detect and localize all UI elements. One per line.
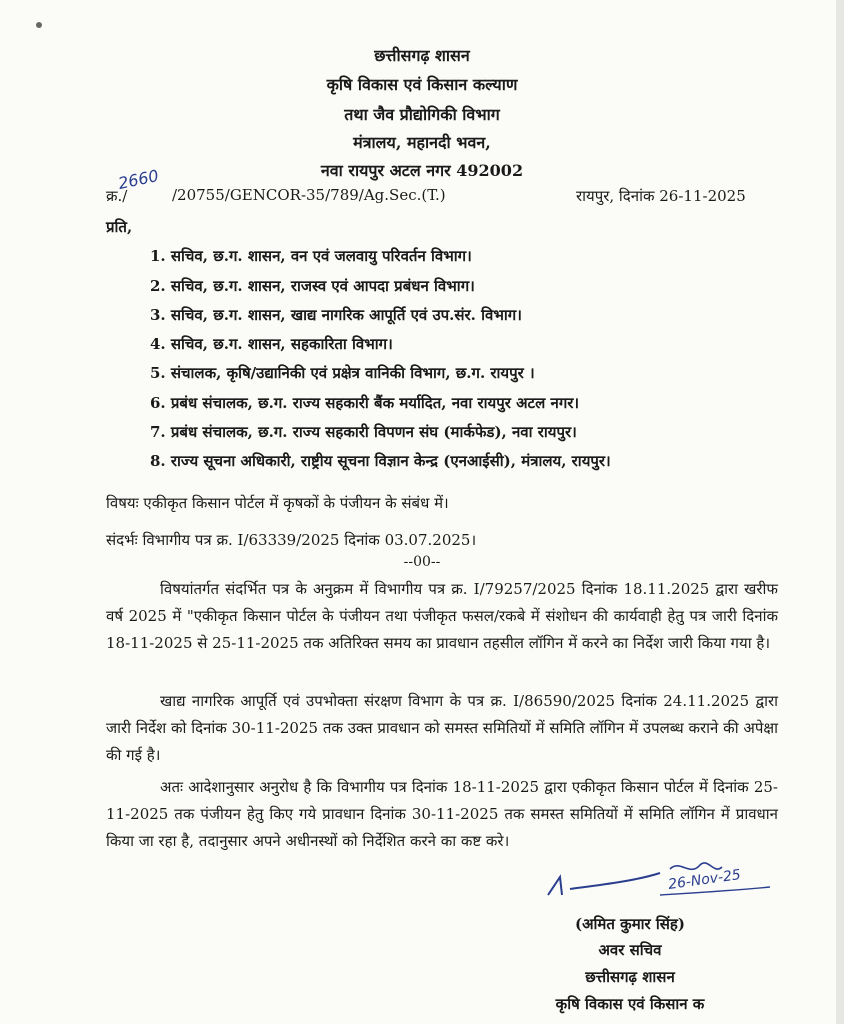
recipient-8: 8. राज्य सूचना अधिकारी, राष्ट्रीय सूचना विज्ञान केन्द्र (एनआईसी), मंत्रालय, रायपुर। [150,452,611,470]
signatory-org-2: कृषि विकास एवं किसान क [555,995,705,1013]
signatory-name: (अमित कुमार सिंह) [574,915,685,933]
ref-number: /20755/GENCOR-35/789/Ag.Sec.(T.) [172,186,446,204]
paragraph-3: अतः आदेशानुसार अनुरोध है कि विभागीय पत्र दिनांक 18-11-2025 द्वारा एकीकृत किसान पोर्टल में दिनांक 25-11-2025 तक पंजीयन हेतु किए गये प्रावधान दिनांक 30-11-2025 तक समस्त समितियों में समिति लॉगिन में प्रावधान किया जा रहा है, तदानुसार अपने अधीनस्थों को निर्देशित करने का कष्ट करे। [106,778,778,850]
signature-date: 26-Nov-25 [667,866,742,894]
header-line-2: कृषि विकास एवं किसान कल्याण [326,75,518,94]
recipient-7: 7. प्रबंध संचालक, छ.ग. राज्य सहकारी विपणन संघ (मार्कफेड), नवा रायपुर। [150,423,577,441]
separator: --00-- [403,554,441,570]
signature-scribble [540,855,780,915]
reference-line: संदर्भः विभागीय पत्र क्र. I/63339/2025 दिनांक 03.07.2025। [106,531,477,549]
recipient-6: 6. प्रबंध संचालक, छ.ग. राज्य सहकारी बैंक मर्यादित, नवा रायपुर अटल नगर। [150,394,580,412]
signatory-org-1: छत्तीसगढ़ शासन [585,968,675,986]
header-line-5: नवा रायपुर अटल नगर 492002 [320,161,524,180]
speck [36,22,42,28]
page-edge [836,0,844,1024]
signatory-designation: अवर सचिव [598,941,662,959]
header-line-4: मंत्रालय, महानदी भवन, [353,133,491,152]
header-line-3: तथा जैव प्रौद्योगिकी विभाग [344,105,500,124]
paragraph-2: खाद्य नागरिक आपूर्ति एवं उपभोक्ता संरक्षण विभाग के पत्र क्र. I/86590/2025 दिनांक 24.11.2025 द्वारा जारी निर्देश को दिनांक 30-11-2025 तक उक्त प्रावधान को समस्त समितियों में समिति लॉगिन में उपलब्ध कराने की अपेक्षा की गई है। [106,692,778,764]
paragraph-1: विषयांतर्गत संदर्भित पत्र के अनुक्रम में विभागीय पत्र क्र. I/79257/2025 दिनांक 18.11.2025 द्वारा खरीफ वर्ष 2025 में "एकीकृत किसान पोर्टल के पंजीयन तथा पंजीकृत फसल/रकबे में संशोधन की कार्यवाही हेतु पत्र जारी दिनांक 18-11-2025 से 25-11-2025 तक अतिरिक्त समय का प्रावधान तहसील लॉगिन में करने का निर्देश जारी किया गया है। [106,580,778,652]
recipient-1: 1. सचिव, छ.ग. शासन, वन एवं जलवायु परिवर्तन विभाग। [150,247,472,265]
recipient-3: 3. सचिव, छ.ग. शासन, खाद्य नागरिक आपूर्ति एवं उप.संर. विभाग। [150,306,522,324]
header-line-1: छत्तीसगढ़ शासन [374,46,470,65]
recipient-5: 5. संचालक, कृषि/उद्यानिकी एवं प्रक्षेत्र वानिकी विभाग, छ.ग. रायपुर । [150,364,535,382]
recipient-4: 4. सचिव, छ.ग. शासन, सहकारिता विभाग। [150,335,393,353]
handwritten-number: 2660 [116,165,161,194]
ref-prefix: क्र./ [106,187,128,205]
recipient-2: 2. सचिव, छ.ग. शासन, राजस्व एवं आपदा प्रबंधन विभाग। [150,277,475,295]
place-date: रायपुर, दिनांक 26-11-2025 [576,187,746,205]
subject-line: विषयः एकीकृत किसान पोर्टल में कृषकों के पंजीयन के संबंध में। [106,494,449,512]
to-label: प्रति, [106,218,133,236]
